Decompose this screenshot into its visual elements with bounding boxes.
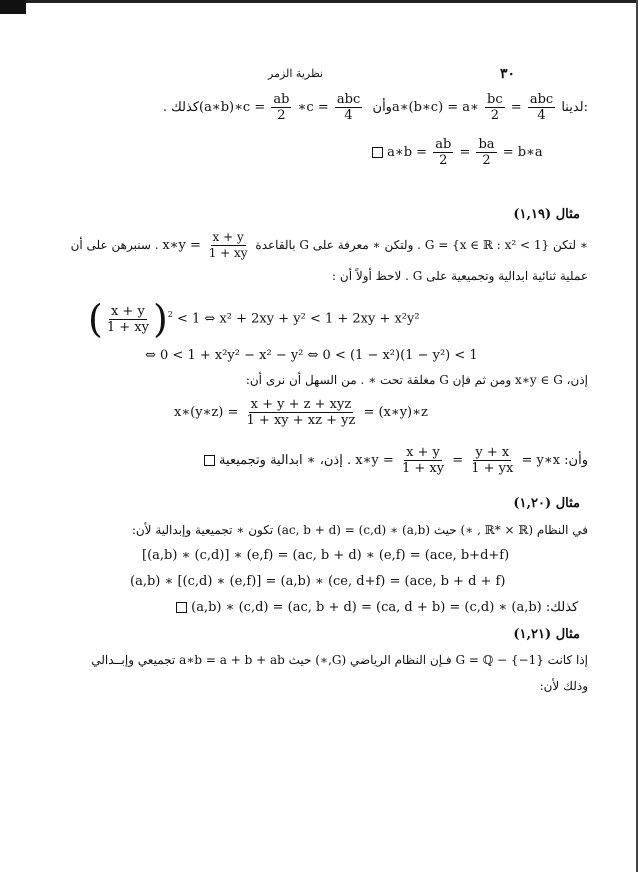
example-20-heading: مثال (١,٢٠) [513,496,580,511]
fraction-denominator: 2 [482,153,491,168]
math-expr: (a,b) ∗ (c,d) = (ac, b + d) = (ca, d + b) = (c,d) ∗ (a,b) [191,600,542,615]
math-expr: x∗y = [355,453,394,468]
ex21-line1: إذا كانت G = ℚ − {−1} فـإن النظام الرياضي (G,∗) حيث a∗b = a + b + ab تجميعي وإبــدالي [91,653,588,667]
math-expr: = (x∗y)∗z [363,405,428,420]
fraction-numerator: y + x [475,445,510,460]
example-19-heading: مثال (١,١٩) [513,207,580,222]
ex19-line2: عملية ثنائية ابدالية وتجميعية على G . لاحظ أولاً أن : [332,269,588,283]
fraction-numerator: ab [435,137,452,152]
math-expr: ∗c = [297,100,329,115]
ex19-line1 [71,230,588,261]
fraction-denominator: 1 + xy [401,461,445,476]
fraction [271,92,291,123]
fraction-denominator: 1 + xy [208,246,248,260]
fraction [245,397,358,428]
fraction-numerator: abc [336,92,361,107]
line-associativity: كذلك . (a∗b)∗c = $\frac{ab}{2}$ ∗c = $\frac{\text{abc}}{4}$ وأن a∗(b∗c) = a∗ $\frac{bc}{2}$ = $\frac{\text{abc}}{4}$ :لدينا [158,92,588,123]
scan-corner-mark [0,0,26,14]
fraction-numerator: x + y [406,445,440,460]
fraction [485,92,505,123]
end-of-proof-box [372,147,383,158]
fraction-denominator: 1 + xy + xz + yz [246,413,356,428]
line-commutativity: a∗b = $\frac{ab}{2}$ = $\frac{ba}{2}$ = b∗a [372,137,543,168]
fraction [335,92,362,123]
fraction [400,445,446,476]
fraction-denominator: 4 [344,108,353,123]
math-expr: a∗(b∗c) = a∗ [391,100,479,115]
math-expr: x∗y = [162,238,201,253]
text-fragment: . سنبرهن على أن [70,238,159,252]
fraction-numerator: x + y [110,303,145,319]
text-fragment: كذلك: [545,600,579,615]
fraction-denominator: 4 [537,108,546,123]
example-21-heading: مثال (١,٢١) [513,627,580,642]
ex19-inequality-2: ⇔ 0 < 1 + x²y² − x² − y² ⇔ 0 < (1 − x²)(1 − y²) < 1 [145,348,478,363]
text-fragment: ∗ لتكن G = {x ∈ ℝ : x² < 1} . ولتكن ∗ معرفة على G بالقاعدة [255,238,588,252]
fraction [433,137,453,168]
ex20-eq1: [(a,b) ∗ (c,d)] ∗ (e,f) = (ac, b + d) ∗ (e,f) = (ace, b+d+f) [142,548,510,563]
fraction-numerator: ab [273,92,290,107]
page-number: ٣٠ [500,66,516,82]
fraction [105,304,151,335]
text-fragment: :لدينا [561,100,588,115]
running-title: نظرية الزمر [268,67,324,80]
math-expr: = b∗a [502,145,543,160]
fraction-denominator: 2 [490,108,499,123]
ex19-line3: إذن، x∗y ∈ G ومن ثم فإن G مغلقة تحت ∗ . من السهل أن نرى أن: [245,373,588,387]
fraction-numerator: ba [478,137,495,152]
fraction-numerator: x + y [212,230,244,244]
math-expr: < 1 ⇔ x² + 2xy + y² < 1 + 2xy + x²y² [177,311,420,327]
math-expr: (a∗b)∗c = [199,100,266,115]
fraction [207,230,250,261]
text-fragment: كذلك . [158,100,200,115]
fraction-denominator: 1 + yx [471,461,514,476]
math-expr: a∗b = [387,145,428,160]
fraction-numerator: x + y + z + xyz [250,397,352,412]
fraction [528,92,555,123]
text-fragment: . إذن، ∗ ابدالية وتجميعية [219,453,352,468]
ex20-eq2: (a,b) ∗ [(c,d) ∗ (e,f)] = (a,b) ∗ (ce, d+f) = (ace, b + d + f) [130,574,506,589]
end-of-proof-box [204,455,215,466]
math-expr: = y∗x [521,453,561,468]
fraction [476,137,496,168]
fraction-denominator: 2 [277,108,286,123]
text-fragment: وأن: [564,453,588,468]
ex21-line2: وذلك لأن: [539,679,588,693]
end-of-proof-box [176,602,187,613]
fraction-numerator: bc [487,92,503,107]
fraction [469,445,515,476]
ex19-associativity [174,397,428,428]
ex20-eq3 [176,600,578,616]
text-fragment: وأن [368,100,392,115]
math-expr: x∗(y∗z) = [174,405,239,420]
scan-border-top [0,0,638,3]
fraction-numerator: abc [529,92,554,107]
ex19-commutativity: . إذن، ∗ ابدالية وتجميعية x∗y = $\frac{x + y}{1 + xy}$ = $\frac{y + x}{1 + yx}$ = y∗x وأن: [204,445,588,476]
fraction-denominator: 2 [439,153,448,168]
ex19-inequality-1: ( $\frac{x + y}{1 + xy}$ )$^2$ < 1 ⇔ x² + 2xy + y² < 1 + 2xy + x²y² [88,297,420,341]
ex20-line1: في النظام (ℝ* × ℝ , ∗) حيث (a,b) ∗ (c,d) = (ac, b + d) تكون ∗ تجميعية وإبدالية لأن: [131,523,588,537]
fraction-denominator: 1 + xy [106,319,149,335]
